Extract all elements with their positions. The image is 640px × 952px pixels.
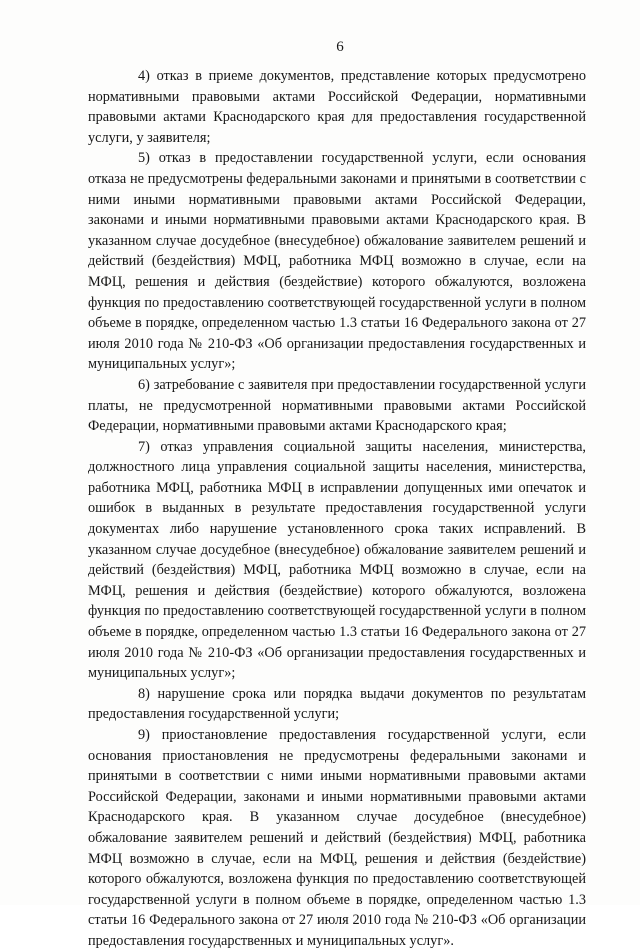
paragraph-item-7: 7) отказ управления социальной защиты населения, министерства, должностного лица управления социальной защиты населения, министерства, работника МФЦ, работника МФЦ в исправлении допущенных ими опечаток и ошибок в выданных в результате предоставления государственной услуги документах либо нарушение установленного срока таких исправлений. В указанном случае досудебное (внесудебное) обжалование заявителем решений и действий (бездействия) МФЦ, работника МФЦ возможно в случае, если на МФЦ, решения и действия (бездействие) которого обжалуются, возложена функция по предоставлению соответствующей государственной услуги в полном объеме в порядке, определенном частью 1.3 статьи 16 Федерального закона от 27 июля 2010 года № 210-ФЗ «Об организации предоставления государственных и муниципальных услуг»; — [88, 438, 586, 682]
paragraph-item-5: 5) отказ в предоставлении государственной услуги, если основания отказа не предусмотрены федеральными законами и принятыми в соответствии с ними иными нормативными правовыми актами Российской Федерации, законами и иными нормативными правовыми актами Краснодарского края. В указанном случае досудебное (внесудебное) обжалование заявителем решений и действий (бездействия) МФЦ, работника МФЦ возможно в случае, если на МФЦ, решения и действия (бездействие) которого обжалуются, возложена функция по предоставлению соответствующей государственной услуги в полном объеме в порядке, определенном частью 1.3 статьи 16 Федерального закона от 27 июля 2010 года № 210-ФЗ «Об организации предоставления государственных и муниципальных услуг»; — [88, 150, 586, 373]
paragraph-item-8: 8) нарушение срока или порядка выдачи документов по результатам предоставления государственной услуги; — [88, 685, 586, 723]
page-number: 6 — [336, 39, 344, 55]
paragraph-item-4: 4) отказ в приеме документов, представление которых предусмотрено нормативными правовыми актами Российской Федерации, нормативными правовыми актами Краснодарского края для предоставления государственной услуги, у заявителя; — [88, 68, 586, 146]
paragraph-item-6: 6) затребование с заявителя при предоставлении государственной услуги платы, не предусмотренной нормативными правовыми актами Российской Федерации, нормативными правовыми актами Краснодарского края; — [88, 376, 586, 435]
paragraph-item-9: 9) приостановление предоставления государственной услуги, если основания приостановления не предусмотрены федеральными законами и принятыми в соответствии с ними иными нормативными правовыми актами Российской Федерации, законами и иными нормативными правовыми актами Краснодарского края. В указанном случае досудебное (внесудебное) обжалование заявителем решений и действий (бездействия) МФЦ, работника МФЦ возможно в случае, если на МФЦ, решения и действия (бездействие) которого обжалуются, возложена функция по предоставлению соответствующей государственной услуги в полном объеме в порядке, определенном частью 1.3 статьи 16 Федерального закона от 27 июля 2010 года № 210-ФЗ «Об организации предоставления государственных и муниципальных услуг». — [88, 727, 586, 949]
document-body — [88, 66, 586, 952]
